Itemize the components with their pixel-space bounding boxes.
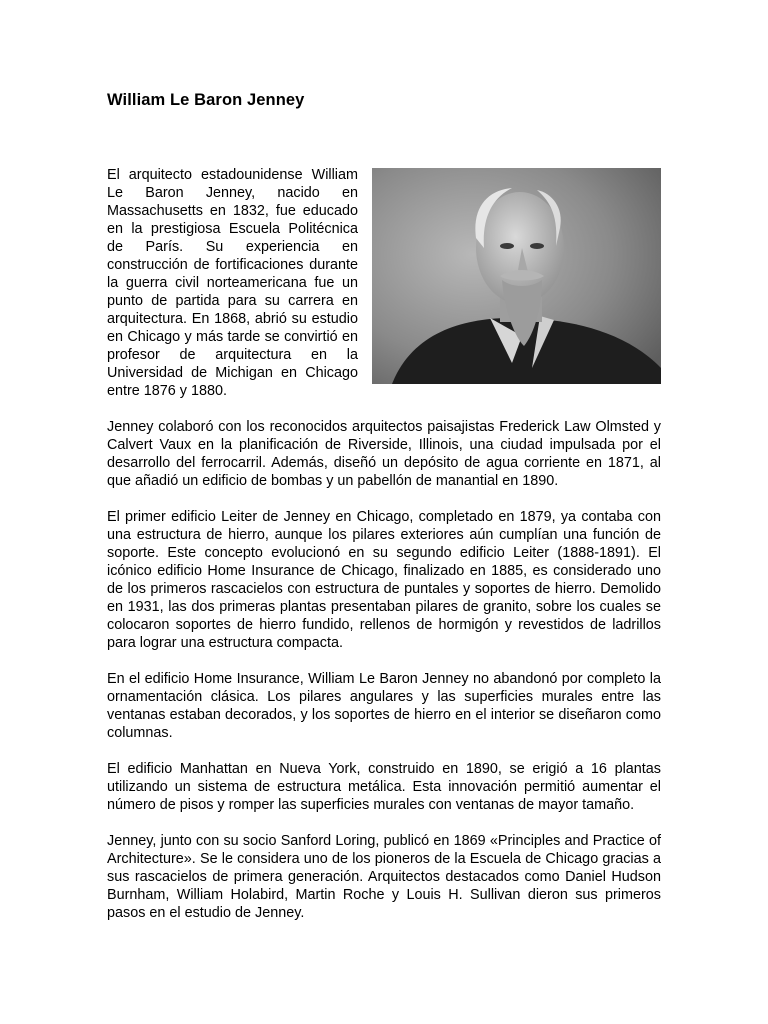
- paragraph-3: El primer edificio Leiter de Jenney en Chicago, completado en 1879, ya contaba con una estructura de hierro, aunque los pilares exteriores aún cumplían una función de soporte. Este concepto evolucionó en su segundo edificio Leiter (1888-1891). El icónico edificio Home Insurance de Chicago, finalizado en 1885, es considerado uno de los primeros rascacielos con estructura de puntales y soportes de hierro. Demolido en 1931, las dos primeras plantas presentaban pilares de granito, sobre los cuales se colocaron soportes de hierro fundido, rellenos de hormigón y revestidos de ladrillos para lograr una estructura compacta.: [107, 509, 661, 651]
- paragraph-4: En el edificio Home Insurance, William Le Baron Jenney no abandonó por completo la ornamentación clásica. Los pilares angulares y las superficies murales entre las ventanas estaban decorados, y los soportes de hierro en el interior se diseñaron como columnas.: [107, 671, 661, 741]
- paragraph-6: Jenney, junto con su socio Sanford Loring, publicó en 1869 «Principles and Practice of Architecture». Se le considera uno de los pioneros de la Escuela de Chicago gracias a sus rascacielos de primera generación. Arquitectos destacados como Daniel Hudson Burnham, William Holabird, Martin Roche y Louis H. Sullivan dieron sus primeros pasos en el estudio de Jenney.: [107, 833, 661, 921]
- paragraph-2: Jenney colaboró con los reconocidos arquitectos paisajistas Frederick Law Olmsted y Calvert Vaux en la planificación de Riverside, Illinois, una ciudad impulsada por el desarrollo del ferrocarril. Además, diseñó un depósito de agua corriente en 1871, al que añadió un edificio de bombas y un pabellón de manantial en 1890.: [107, 419, 661, 489]
- document-title: William Le Baron Jenney: [107, 91, 305, 109]
- document-body: [107, 166, 661, 940]
- portrait-illustration: [372, 168, 661, 384]
- portrait-eye-left: [500, 243, 514, 249]
- paragraph-1: El arquitecto estadounidense William Le Baron Jenney, nacido en Massachusetts en 1832, fue educado en la prestigiosa Escuela Politécnica de París. Su experiencia en construcción de fortificaciones durante la guerra civil norteamericana fue un punto de partida para su carrera en arquitectura. En 1868, abrió su estudio en Chicago y más tarde se convirtió en profesor de arquitectura en la Universidad de Michigan en Chicago entre 1876 y 1880.: [107, 167, 358, 399]
- portrait-photo-icon: [372, 168, 661, 384]
- portrait-eye-right: [530, 243, 544, 249]
- paragraph-5: El edificio Manhattan en Nueva York, construido en 1890, se erigió a 16 plantas utilizando un sistema de estructura metálica. Esta innovación permitió aumentar el número de pisos y romper las superficies murales con ventanas de mayor tamaño.: [107, 761, 661, 813]
